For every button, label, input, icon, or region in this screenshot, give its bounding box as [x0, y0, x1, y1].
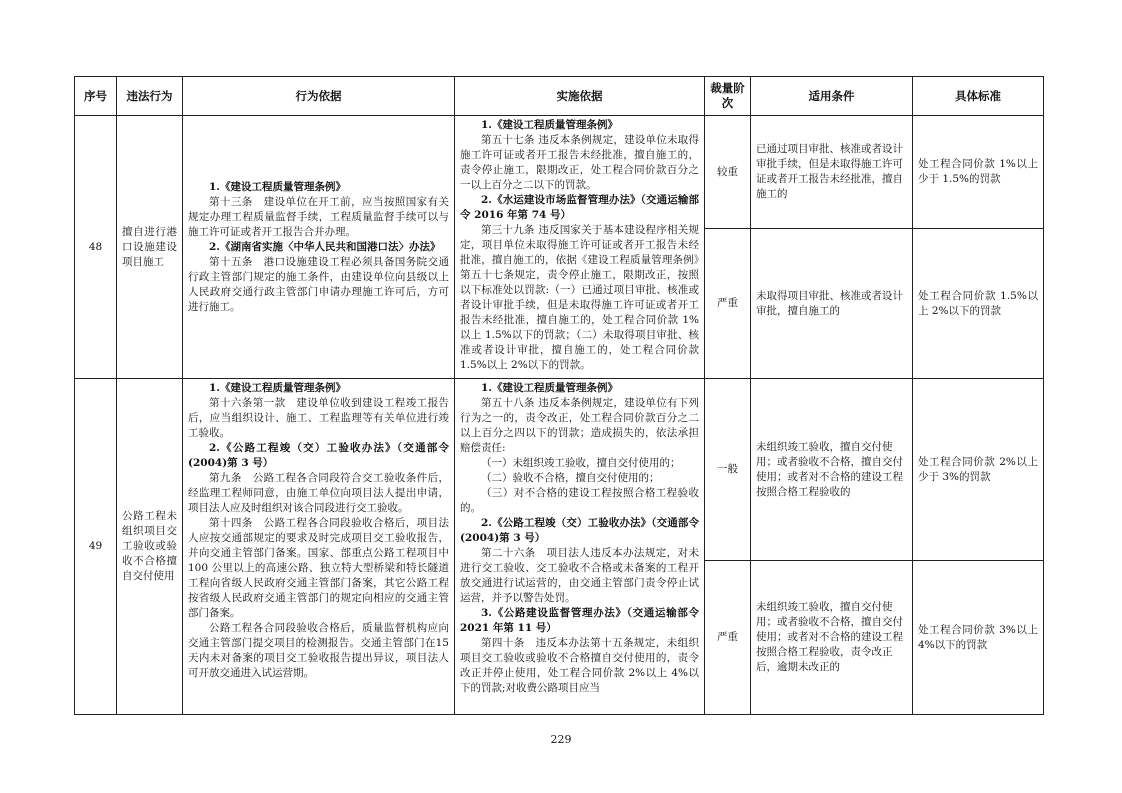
violation-behavior: 擅自进行港口设施建设项目施工: [117, 116, 183, 379]
header-behavior: 违法行为: [117, 77, 183, 116]
law-clause: 第十五条 港口设施建设工程必须具备国务院交通行政主管部门规定的施工条件，由建设单位向县级以上人民政府交通行政主管部门申请办理施工许可后，方可进行施工。: [188, 255, 449, 313]
table-header-row: [75, 77, 1044, 116]
discretion-level: 严重: [705, 561, 751, 715]
law-title: 2.《公路工程竣（交）工验收办法》（交通部令(2004)第 3 号）: [460, 517, 699, 544]
table-row: [75, 116, 1044, 229]
specific-standard: 处工程合同价款 1%以上少于 1.5%的罚款: [913, 116, 1044, 229]
law-clause: 第九条 公路工程各合同段符合交工验收条件后，经监理工程师同意，由施工单位向项目法人提出申请，项目法人应及时组织对该合同段进行交工验收。: [188, 472, 449, 514]
implementation-basis: [455, 116, 705, 379]
header-basis: 行为依据: [183, 77, 455, 116]
applicable-condition: 未取得项目审批、核准或者设计审批，擅自施工的: [751, 229, 913, 379]
behavior-basis: [183, 116, 455, 379]
header-cond: 适用条件: [751, 77, 913, 116]
penalty-table: [74, 76, 1044, 715]
law-clause: 第五十八条 违反本条例规定，建设单位有下列行为之一的，责令改正，处工程合同价款百分之二以上百分之四以下的罚款；造成损失的，依法承担赔偿责任:: [460, 397, 699, 454]
specific-standard: 处工程合同价款 2%以上少于 3%的罚款: [913, 379, 1044, 561]
law-clause: 第四十条 违反本办法第十五条规定，未组织项目交工验收或验收不合格擅自交付使用的，责令改正并停止使用，处工程合同价款 2%以上 4%以下的罚款;对收费公路项目应当: [460, 637, 699, 694]
law-title: 3.《公路建设监督管理办法》（交通运输部令 2021 年第 11 号）: [460, 607, 699, 634]
law-clause: （一）未组织竣工验收，擅自交付使用的；: [481, 457, 681, 469]
violation-behavior: 公路工程未组织项目交工验收或验收不合格擅自交付使用: [117, 379, 183, 715]
row-number: 49: [75, 379, 117, 715]
law-clause: 第十六条第一款 建设单位收到建设工程竣工报告后，应当组织设计、施工、工程监理等有关单位进行竣工验收。: [188, 397, 449, 439]
specific-standard: 处工程合同价款 1.5%以上 2%以下的罚款: [913, 229, 1044, 379]
law-title: 1.《建设工程质量管理条例》: [481, 119, 618, 131]
law-title: 2.《公路工程竣（交）工验收办法》（交通部令(2004)第 3 号）: [188, 442, 449, 469]
implementation-basis: [455, 379, 705, 715]
header-no: 序号: [75, 77, 117, 116]
law-clause: （三）对不合格的建设工程按照合格工程验收的。: [460, 487, 699, 514]
applicable-condition: 未组织竣工验收，擅自交付使用；或者验收不合格，擅自交付使用；或者对不合格的建设工程按照合格工程验收的: [751, 379, 913, 561]
law-clause: 第十四条 公路工程各合同段验收合格后，项目法人应按交通部规定的要求及时完成项目交工验收报告，并向交通主管部门备案。国家、部重点公路工程项目中 100 公里以上的高速公路、独立特大型桥梁和特长隧道工程向省级人民政府交通主管部门备案，其它公路工程按省级人民政府交通主管部门的规定向相应的交通主管部门备案。: [188, 517, 449, 619]
law-title: 1.《建设工程质量管理条例》: [481, 382, 618, 394]
header-impl: 实施依据: [455, 77, 705, 116]
behavior-basis: [183, 379, 455, 715]
law-title: 2.《湖南省实施〈中华人民共和国港口法〉办法》: [209, 240, 441, 253]
discretion-level: 较重: [705, 116, 751, 229]
header-level: 裁量阶次: [705, 77, 751, 116]
law-clause: （二）验收不合格，擅自交付使用的；: [481, 472, 660, 484]
law-title: 1.《建设工程质量管理条例》: [209, 180, 346, 193]
row-number: 48: [75, 116, 117, 379]
specific-standard: 处工程合同价款 3%以上 4%以下的罚款: [913, 561, 1044, 715]
discretion-level: 一般: [705, 379, 751, 561]
law-clause: 第二十六条 项目法人违反本办法规定，对未进行交工验收、交工验收不合格或未备案的工程开放交通进行试运营的，由交通主管部门责令停止试运营，并予以警告处罚。: [460, 547, 699, 604]
table-row: [75, 379, 1044, 561]
law-title: 2.《水运建设市场监督管理办法》（交通运输部令 2016 年第 74 号）: [460, 194, 699, 221]
discretion-level: 严重: [705, 229, 751, 379]
law-clause: 第三十九条 违反国家关于基本建设程序相关规定，项目单位未取得施工许可证或者开工报告未经批准，擅自施工的，依据《建设工程质量管理条例》第五十七条规定，责令停止施工，限期改正，按照以下标准处以罚款:（一）已通过项目审批、核准或者设计审批手续，但是未取得施工许可证或者开工报告未经批准，擅自施工的，处工程合同价款 1%以上 1.5%以下的罚款；（二）未取得项目审批、核准或者设计审批，擅自施工的，处工程合同价款 1.5%以上 2%以下的罚款。: [460, 224, 699, 371]
law-clause: 第五十七条 违反本条例规定，建设单位未取得施工许可证或者开工报告未经批准，擅自施工的，责令停止施工，限期改正，处工程合同价款百分之一以上百分之二以下的罚款。: [460, 134, 699, 191]
page-number: 229: [550, 733, 572, 746]
law-clause: 第十三条 建设单位在开工前，应当按照国家有关规定办理工程质量监督手续，工程质量监督手续可以与施工许可证或者开工报告合并办理。: [188, 195, 449, 238]
applicable-condition: 未组织竣工验收，擅自交付使用；或者验收不合格，擅自交付使用；或者对不合格的建设工程按照合格工程验收，责令改正后，逾期未改正的: [751, 561, 913, 715]
law-title: 1.《建设工程质量管理条例》: [209, 382, 346, 394]
header-std: 具体标准: [913, 77, 1044, 116]
law-clause: 公路工程各合同段验收合格后，质量监督机构应向交通主管部门提交项目的检测报告。交通主管部门在15天内未对备案的项目交工验收报告提出异议，项目法人可开放交通进入试运营期。: [188, 622, 449, 679]
applicable-condition: 已通过项目审批、核准或者设计审批手续，但是未取得施工许可证或者开工报告未经批准，擅自施工的: [751, 116, 913, 229]
